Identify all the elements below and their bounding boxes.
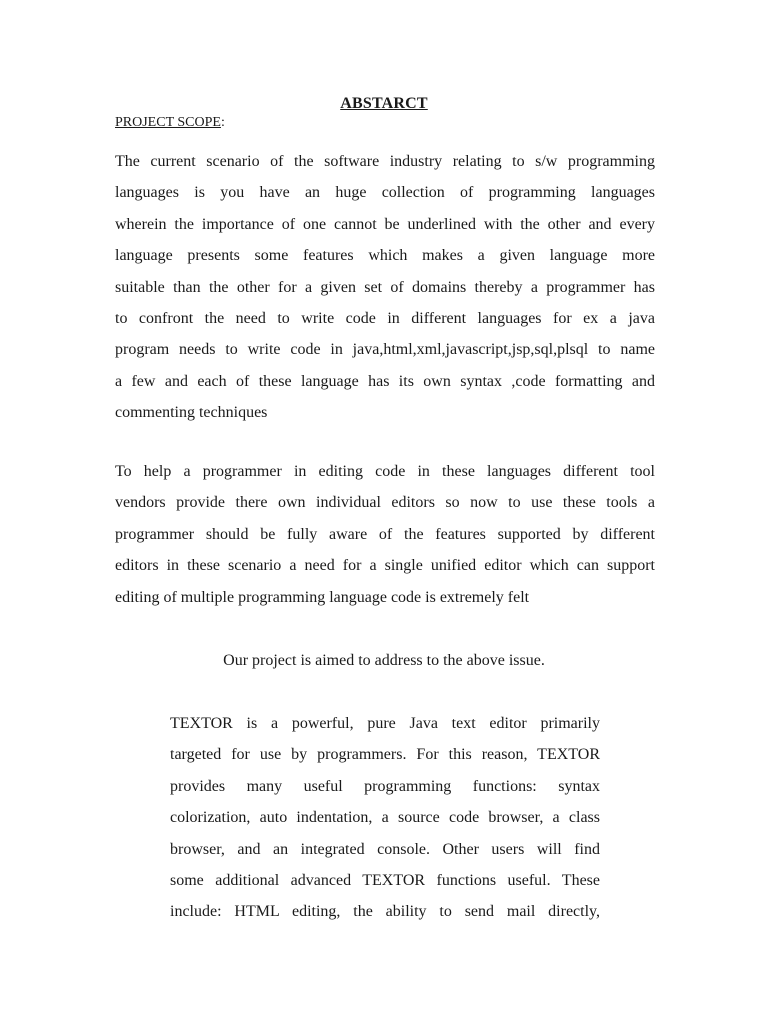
paragraph-line: to confront the need to write code in different languages for ex a java: [115, 309, 655, 327]
paragraph-line: languages is you have an huge collection of programming languages: [115, 184, 655, 202]
paragraph-line: provides many useful programming functions: syntax: [170, 777, 600, 795]
paragraph-line: editors in these scenario a need for a single unified editor which can support: [115, 557, 655, 575]
paragraph-editors: [115, 456, 655, 613]
section-heading-colon: :: [220, 115, 225, 130]
paragraph-line: program needs to write code in java,html,xml,javascript,jsp,sql,plsql to name: [115, 341, 655, 359]
paragraph-line: suitable than the other for a given set of domains thereby a programmer has: [115, 278, 655, 296]
paragraph-line: include: HTML editing, the ability to send mail directly,: [170, 903, 600, 921]
document-title: ABSTARCT: [340, 95, 428, 112]
paragraph-line: browser, and an integrated console. Other users will find: [170, 840, 600, 858]
centered-statement: [0, 648, 768, 674]
centered-statement-text: Our project is aimed to address to the above issue.: [223, 652, 545, 669]
paragraph-textor: [170, 708, 600, 928]
paragraph-line: a few and each of these language has its own syntax ,code formatting and: [115, 372, 655, 390]
paragraph-line: colorization, auto indentation, a source code browser, a class: [170, 809, 600, 827]
paragraph-line: some additional advanced TEXTOR functions useful. These: [170, 871, 600, 889]
paragraph-line: targeted for use by programmers. For this reason, TEXTOR: [170, 746, 600, 764]
paragraph-line: commenting techniques: [115, 404, 268, 422]
paragraph-line: TEXTOR is a powerful, pure Java text editor primarily: [170, 715, 600, 732]
paragraph-line: vendors provide there own individual editors so now to use these tools a: [115, 494, 655, 512]
paragraph-line: programmer should be fully aware of the features supported by different: [115, 525, 655, 543]
paragraph-line: To help a programmer in editing code in these languages different tool: [115, 463, 655, 480]
section-heading-text: PROJECT SCOPE: [115, 115, 221, 130]
paragraph-line: editing of multiple programming language code is extremely felt: [115, 588, 530, 606]
section-heading: [115, 113, 225, 133]
paragraph-line: wherein the importance of one cannot be underlined with the other and every: [115, 215, 655, 233]
paragraph-scope: [115, 146, 655, 429]
paragraph-line: language presents some features which makes a given language more: [115, 247, 655, 265]
paragraph-line: The current scenario of the software industry relating to s/w programming: [115, 153, 655, 170]
